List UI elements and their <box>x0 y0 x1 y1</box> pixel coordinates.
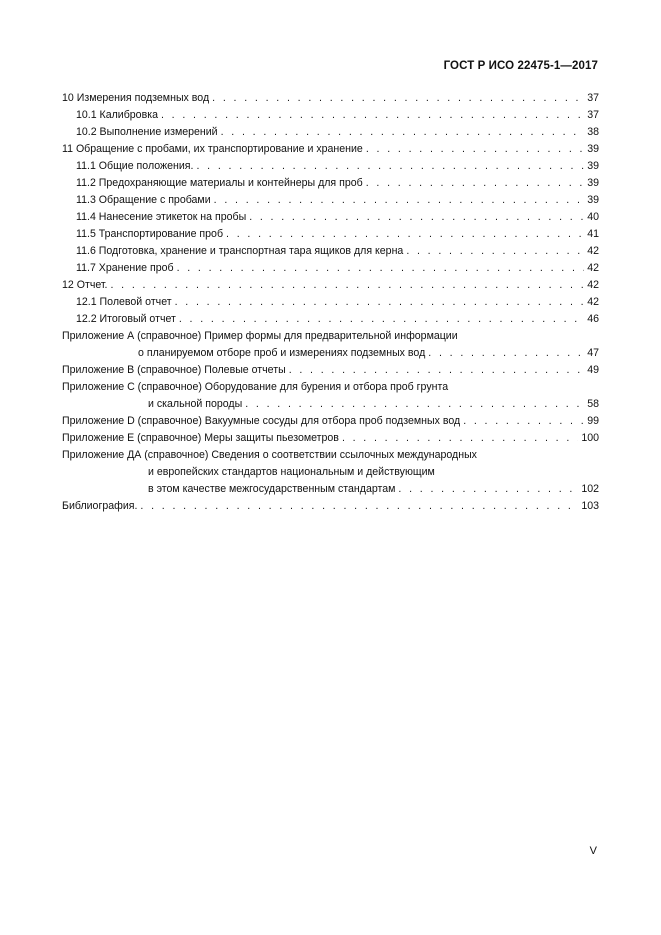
annex-entry[interactable] <box>62 498 599 515</box>
toc-entry-page: 42 <box>587 296 599 308</box>
toc-entry-page: 99 <box>587 415 599 427</box>
toc-entry[interactable] <box>62 107 599 124</box>
toc-entry-title: 11 Обращение с пробами, их транспортирование и хранение <box>62 143 363 155</box>
toc-entry-page: 39 <box>587 194 599 206</box>
toc-entry[interactable] <box>62 243 599 260</box>
annex-title-line: Приложение С (справочное) Оборудование для бурения и отбора проб грунта <box>62 381 449 393</box>
toc-entry-page: 42 <box>587 262 599 274</box>
toc-entry-title: Приложение В (справочное) Полевые отчеты <box>62 364 286 376</box>
toc-entry-title: 11.1 Общие положения. <box>76 160 194 172</box>
toc-entry[interactable] <box>62 362 599 379</box>
annex-entry[interactable] <box>62 413 599 430</box>
toc-entry-page: 37 <box>587 92 599 104</box>
dot-leader <box>406 243 584 260</box>
table-of-contents <box>62 90 599 515</box>
dot-leader <box>249 209 584 226</box>
dot-leader <box>342 430 578 447</box>
toc-annexes <box>62 328 599 515</box>
toc-entry-page: 102 <box>581 483 599 495</box>
toc-entry[interactable] <box>62 277 599 294</box>
toc-entry-title: 11.7 Хранение проб <box>76 262 174 274</box>
toc-entry-page: 38 <box>587 126 599 138</box>
toc-entry[interactable] <box>62 498 599 515</box>
toc-entry-page: 41 <box>587 228 599 240</box>
annex-title-line: Приложение А (справочное) Пример формы для предварительной информации <box>62 330 458 342</box>
toc-entry-title: и скальной породы <box>148 398 243 410</box>
dot-leader <box>161 107 584 124</box>
toc-entry-title: 12 Отчет. <box>62 279 108 291</box>
toc-entry[interactable] <box>62 294 599 311</box>
dot-leader <box>177 260 585 277</box>
toc-entry[interactable] <box>62 345 599 362</box>
dot-leader <box>226 226 584 243</box>
toc-entry-page: 42 <box>587 245 599 257</box>
toc-entry-page: 49 <box>587 364 599 376</box>
dot-leader <box>221 124 585 141</box>
dot-leader <box>289 362 585 379</box>
toc-entry-page: 58 <box>587 398 599 410</box>
toc-entry-title: Приложение D (справочное) Вакуумные сосуды для отбора проб подземных вод <box>62 415 461 427</box>
dot-leader <box>196 158 584 175</box>
annex-entry[interactable] <box>62 328 599 362</box>
annex-title-line: Приложение ДА (справочное) Сведения о соответствии ссылочных международных <box>62 449 477 461</box>
toc-entry-title: Библиография. <box>62 500 138 512</box>
dot-leader <box>428 345 584 362</box>
toc-entry[interactable] <box>62 413 599 430</box>
dot-leader <box>111 277 585 294</box>
toc-entry-title: 10 Измерения подземных вод <box>62 92 210 104</box>
page-number: V <box>589 845 597 857</box>
toc-entry-page: 39 <box>587 143 599 155</box>
annex-entry[interactable] <box>62 379 599 413</box>
toc-entry-title: 11.5 Транспортирование проб <box>76 228 224 240</box>
annex-entry[interactable] <box>62 430 599 447</box>
dot-leader <box>140 498 578 515</box>
toc-entry-title: Приложение Е (справочное) Меры защиты пьезометров <box>62 432 339 444</box>
toc-entry[interactable] <box>62 260 599 277</box>
toc-entry-title: 10.1 Калибровка <box>76 109 158 121</box>
toc-entry[interactable] <box>62 124 599 141</box>
dot-leader <box>463 413 584 430</box>
toc-sections <box>62 90 599 328</box>
dot-leader <box>212 90 584 107</box>
toc-entry-page: 39 <box>587 177 599 189</box>
toc-entry-title: 10.2 Выполнение измерений <box>76 126 218 138</box>
toc-entry-title: 11.2 Предохраняющие материалы и контейнеры для проб <box>76 177 363 189</box>
document-code: ГОСТ Р ИСО 22475-1—2017 <box>443 60 598 72</box>
dot-leader <box>398 481 578 498</box>
toc-entry[interactable] <box>62 396 599 413</box>
toc-entry-title: 12.2 Итоговый отчет <box>76 313 176 325</box>
toc-entry[interactable] <box>62 158 599 175</box>
toc-entry-title: 11.3 Обращение с пробами <box>76 194 211 206</box>
toc-entry-page: 100 <box>581 432 599 444</box>
dot-leader <box>175 294 585 311</box>
toc-entry[interactable] <box>62 175 599 192</box>
annex-entry[interactable] <box>62 362 599 379</box>
toc-entry[interactable] <box>62 481 599 498</box>
toc-entry-page: 46 <box>587 313 599 325</box>
toc-entry[interactable] <box>62 311 599 328</box>
toc-entry-title: о планируемом отборе проб и измерениях подземных вод <box>138 347 426 359</box>
toc-entry[interactable] <box>62 192 599 209</box>
toc-entry[interactable] <box>62 430 599 447</box>
annex-title-line: и европейских стандартов национальным и действующим <box>148 466 435 478</box>
toc-entry-title: 11.4 Нанесение этикеток на пробы <box>76 211 247 223</box>
toc-entry-page: 37 <box>587 109 599 121</box>
toc-entry-title: в этом качестве межгосударственным стандартам <box>148 483 396 495</box>
toc-entry-page: 40 <box>587 211 599 223</box>
toc-entry-page: 42 <box>587 279 599 291</box>
dot-leader <box>214 192 585 209</box>
dot-leader <box>366 175 585 192</box>
annex-entry[interactable] <box>62 447 599 498</box>
toc-entry[interactable] <box>62 226 599 243</box>
toc-entry[interactable] <box>62 141 599 158</box>
toc-entry[interactable] <box>62 209 599 226</box>
toc-entry-page: 39 <box>587 160 599 172</box>
toc-entry[interactable] <box>62 90 599 107</box>
dot-leader <box>179 311 584 328</box>
dot-leader <box>245 396 584 413</box>
toc-entry-page: 47 <box>587 347 599 359</box>
dot-leader <box>366 141 584 158</box>
toc-entry-title: 12.1 Полевой отчет <box>76 296 172 308</box>
toc-entry-title: 11.6 Подготовка, хранение и транспортная тара ящиков для керна <box>76 245 404 257</box>
toc-entry-page: 103 <box>581 500 599 512</box>
